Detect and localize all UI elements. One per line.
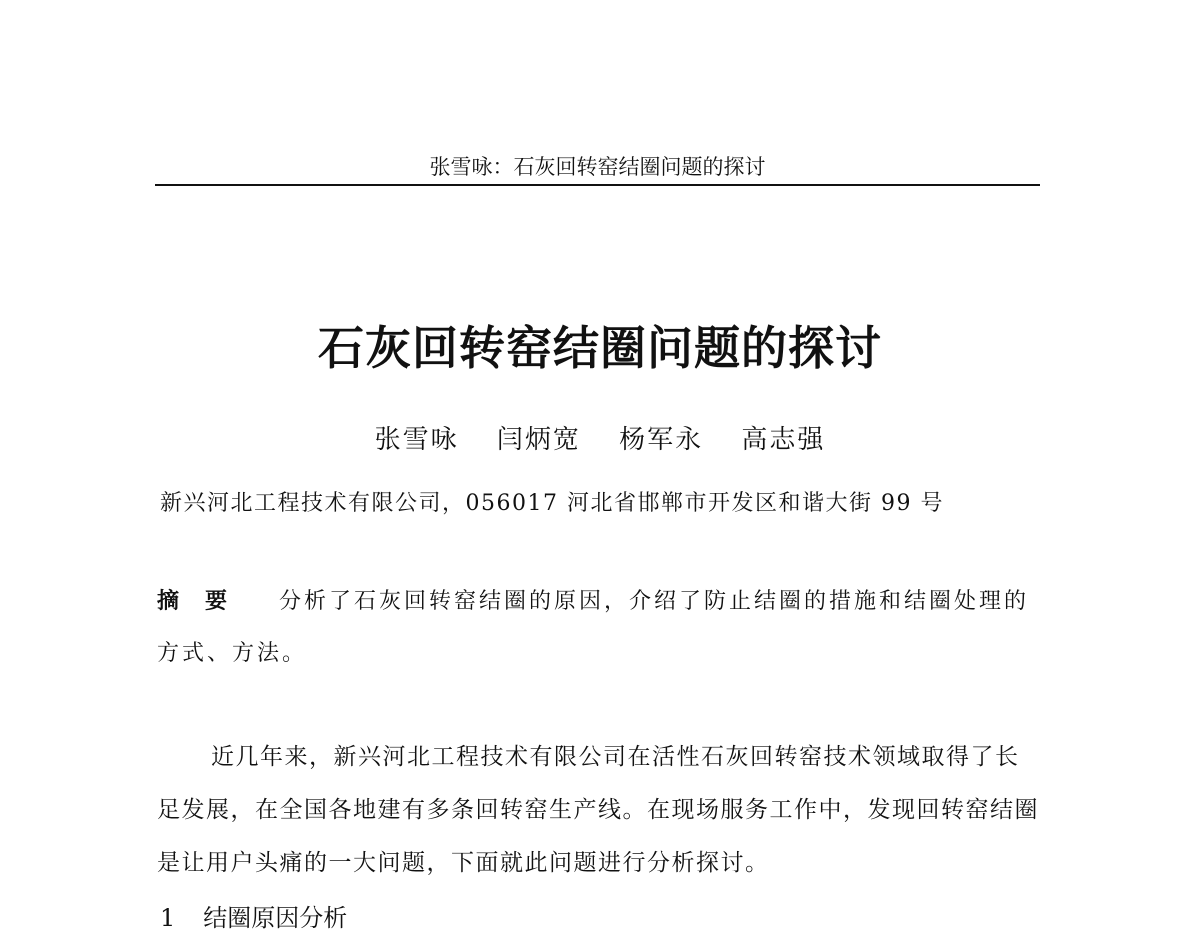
abstract-text: 分析了石灰回转窑结圈的原因，介绍了防止结圈的措施和结圈处理的方式、方法。 [157, 589, 1030, 666]
author-list [0, 419, 1200, 456]
section-heading [160, 898, 347, 933]
author-name: 高志强 [741, 425, 826, 455]
paper-title: 石灰回转窑结圈问题的探讨 [318, 321, 882, 375]
author-name: 闫炳宽 [496, 425, 581, 455]
affiliation: 新兴河北工程技术有限公司，056017 河北省邯郸市开发区和谐大街 99 号 [160, 491, 944, 516]
header-rule [155, 184, 1040, 186]
intro-paragraph: 近几年来，新兴河北工程技术有限公司在活性石灰回转窑技术领域取得了长足发展，在全国各地建有多条回转窑生产线。在现场服务工作中，发现回转窑结圈是让用户头痛的一大问题，下面就此问题进行分析探讨。 [157, 744, 1039, 876]
section-number: 1 [160, 904, 176, 932]
author-name: 杨军永 [619, 425, 704, 455]
author-name: 张雪咏 [374, 425, 459, 455]
running-header: 张雪咏：石灰回转窑结圈问题的探讨 [429, 155, 766, 179]
abstract-label: 摘要 [157, 588, 254, 614]
abstract [157, 575, 1039, 680]
section-title: 结圈原因分析 [203, 904, 348, 932]
